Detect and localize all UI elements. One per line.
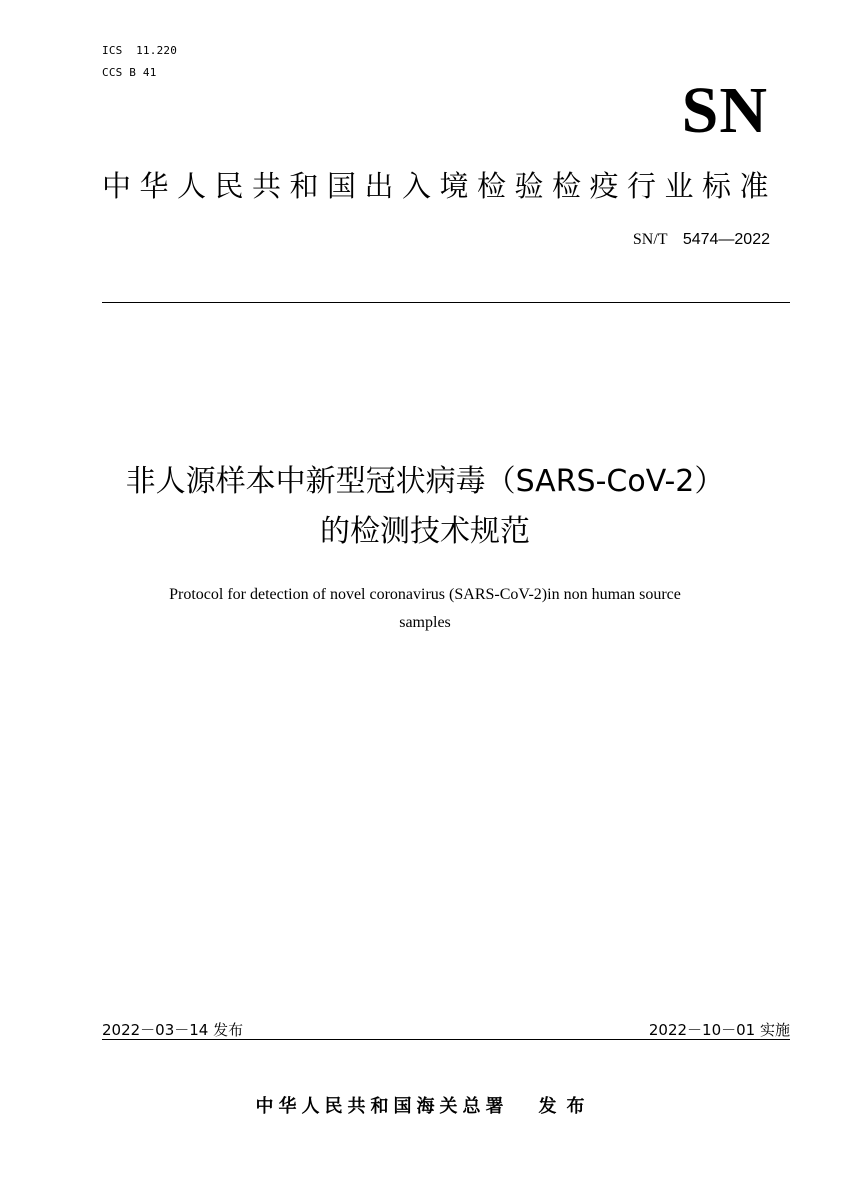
chinese-title-line-2: 的检测技术规范 <box>320 514 530 549</box>
ccs-code: CCS B 41 <box>102 66 157 79</box>
chinese-title-line-1: 非人源样本中新型冠状病毒（SARS-CoV-2） <box>125 464 725 499</box>
publisher-name: 中华人民共和国海关总署 <box>255 1096 509 1117</box>
sn-logo: SN <box>681 74 768 147</box>
publish-label: 发布 <box>538 1096 595 1117</box>
bottom-divider <box>102 1039 790 1040</box>
implementation-date: 2022－10－01 实施 <box>648 1021 790 1039</box>
publisher-row <box>0 1094 850 1120</box>
english-title-line-2: samples <box>399 614 451 631</box>
top-divider <box>102 302 790 303</box>
ics-code: ICS 11.220 <box>102 44 178 57</box>
standard-category-title: 中华人民共和国出入境检验检疫行业标准 <box>102 169 778 203</box>
standard-code: 5474—2022 <box>682 231 770 248</box>
standard-number <box>633 229 770 250</box>
issue-date: 2022－03－14 发布 <box>102 1021 244 1039</box>
english-title-line-1: Protocol for detection of novel coronavirus (SARS-CoV-2)in non human source <box>169 586 681 603</box>
standard-prefix: SN/T <box>632 231 668 248</box>
